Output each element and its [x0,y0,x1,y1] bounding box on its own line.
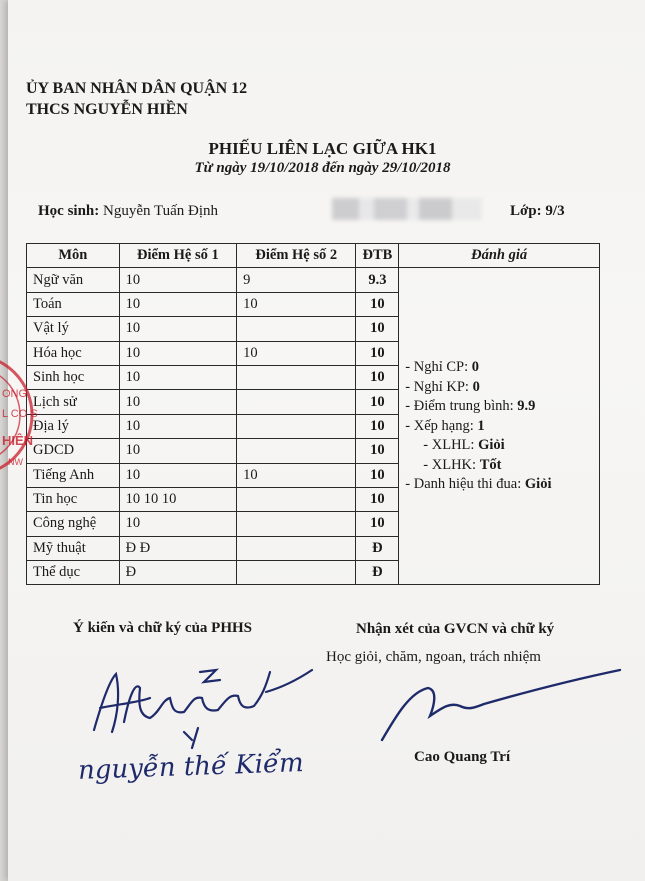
student-info [38,203,218,220]
evaluation-label: - XLHK: [423,456,477,473]
subject-cell: Hóa học [27,341,120,365]
dtb-cell: Đ [356,561,399,585]
dtb-cell: 10 [356,487,399,511]
evaluation-label: - Điểm trung bình: [405,398,514,415]
evaluation-label: - Xếp hạng: [405,417,474,434]
subject-cell: Lịch sử [27,390,120,414]
teacher-comment: Học giỏi, chăm, ngoan, trách nhiệm [326,649,541,665]
dtb-cell: 10 [356,365,399,389]
hs2-cell [237,390,356,414]
evaluation-item [405,436,593,456]
evaluation-label: - Nghỉ CP: [405,359,469,376]
teacher-signature [376,666,626,746]
evaluation-label: - Nghỉ KP: [405,378,469,395]
subject-cell: Địa lý [27,414,120,438]
hs2-cell [237,487,356,511]
subject-cell: Ngữ văn [27,268,120,292]
evaluation-value: 0 [471,359,480,376]
evaluation-cell [399,268,600,585]
class-value: 9/3 [545,203,565,219]
hs1-cell: Đ [119,561,236,585]
subject-cell: Mỹ thuật [27,536,120,560]
subject-cell: Sinh học [27,365,120,389]
hs2-cell: 9 [237,268,356,292]
evaluation-item [405,475,593,495]
hs1-cell: 10 [119,512,236,536]
subject-cell: Tiếng Anh [27,463,120,487]
stamp-text-2: L CO S [2,408,38,420]
grades-table [26,243,600,585]
evaluation-item [405,378,593,398]
hs1-cell: 10 [119,463,236,487]
evaluation-value: 0 [472,378,480,395]
dtb-cell: 10 [356,390,399,414]
subject-cell: Công nghệ [27,512,120,536]
org-line-2: THCS NGUYỄN HIỀN [26,101,188,118]
hs1-cell: 10 [119,390,236,414]
org-line-1: ỦY BAN NHÂN DÂN QUẬN 12 [26,80,248,97]
parent-signature-header: Ý kiến và chữ ký của PHHS [73,620,253,636]
hs2-cell [237,317,356,341]
evaluation-label: - XLHL: [423,437,475,454]
class-label: Lớp: [510,203,542,219]
evaluation-value: Giỏi [524,476,552,493]
hs1-cell: Đ Đ [119,536,236,560]
hs2-cell [237,414,356,438]
hs1-cell: 10 [119,439,236,463]
hs2-cell: 10 [237,292,356,316]
dtb-cell: 10 [356,414,399,438]
evaluation-value: Giỏi [478,437,505,454]
col-header-evaluation: Đánh giá [399,244,600,268]
grades-body [27,268,600,585]
stamp-text-1: ONG [2,388,28,400]
subject-cell: GDCD [27,439,120,463]
dtb-cell: 10 [356,292,399,316]
subject-cell: Tin học [27,487,120,511]
hs2-cell [237,439,356,463]
dtb-cell: 10 [356,512,399,536]
hs1-cell: 10 [119,365,236,389]
dtb-cell: 9.3 [356,268,399,292]
hs1-cell: 10 [119,268,236,292]
evaluation-value: Tốt [479,456,502,473]
evaluation-item [405,417,593,437]
hs2-cell [237,365,356,389]
evaluation-value: 9.9 [517,398,536,415]
col-header-hs2: Điểm Hệ số 2 [237,244,356,268]
hs2-cell [237,536,356,560]
dtb-cell: 10 [356,341,399,365]
col-header-subject: Môn [27,244,120,268]
table-row [27,268,600,292]
hs2-cell [237,512,356,536]
col-header-hs1: Điểm Hệ số 1 [119,244,236,268]
evaluation-item [405,456,593,476]
document-title: PHIẾU LIÊN LẠC GIỮA HK1 [208,139,437,158]
hs1-cell: 10 10 10 [119,487,236,511]
student-label: Học sinh: [38,203,100,219]
hs1-cell: 10 [119,414,236,438]
stamp-text-3: HIÊN [2,433,34,448]
school-stamp [0,345,38,485]
student-name: Nguyễn Tuấn Định [103,203,219,219]
class-info [510,203,565,220]
evaluation-label: - Danh hiệu thi đua: [405,476,522,493]
document-period: Từ ngày 19/10/2018 đến ngày 29/10/2018 [194,160,451,176]
dtb-cell: 10 [356,317,399,341]
redacted-area [332,198,482,220]
parent-signature [80,652,320,752]
hs2-cell: 10 [237,463,356,487]
evaluation-item [405,397,593,417]
subject-cell: Thể dục [27,561,120,585]
parent-handwritten-name: nguyễn thế Kiểm [77,748,305,786]
dtb-cell: 10 [356,463,399,487]
dtb-cell: Đ [356,536,399,560]
subject-cell: Vật lý [27,317,120,341]
subject-cell: Toán [27,292,120,316]
dtb-cell: 10 [356,439,399,463]
table-header-row [27,244,600,268]
teacher-signature-header: Nhận xét của GVCN và chữ ký [356,621,555,637]
hs1-cell: 10 [119,292,236,316]
evaluation-item [405,358,593,378]
stamp-text-4: NW [8,457,23,467]
hs1-cell: 10 [119,341,236,365]
hs2-cell [237,561,356,585]
hs2-cell: 10 [237,341,356,365]
hs1-cell: 10 [119,317,236,341]
col-header-dtb: ĐTB [356,244,399,268]
teacher-name: Cao Quang Trí [414,749,511,765]
evaluation-value: 1 [477,417,485,434]
